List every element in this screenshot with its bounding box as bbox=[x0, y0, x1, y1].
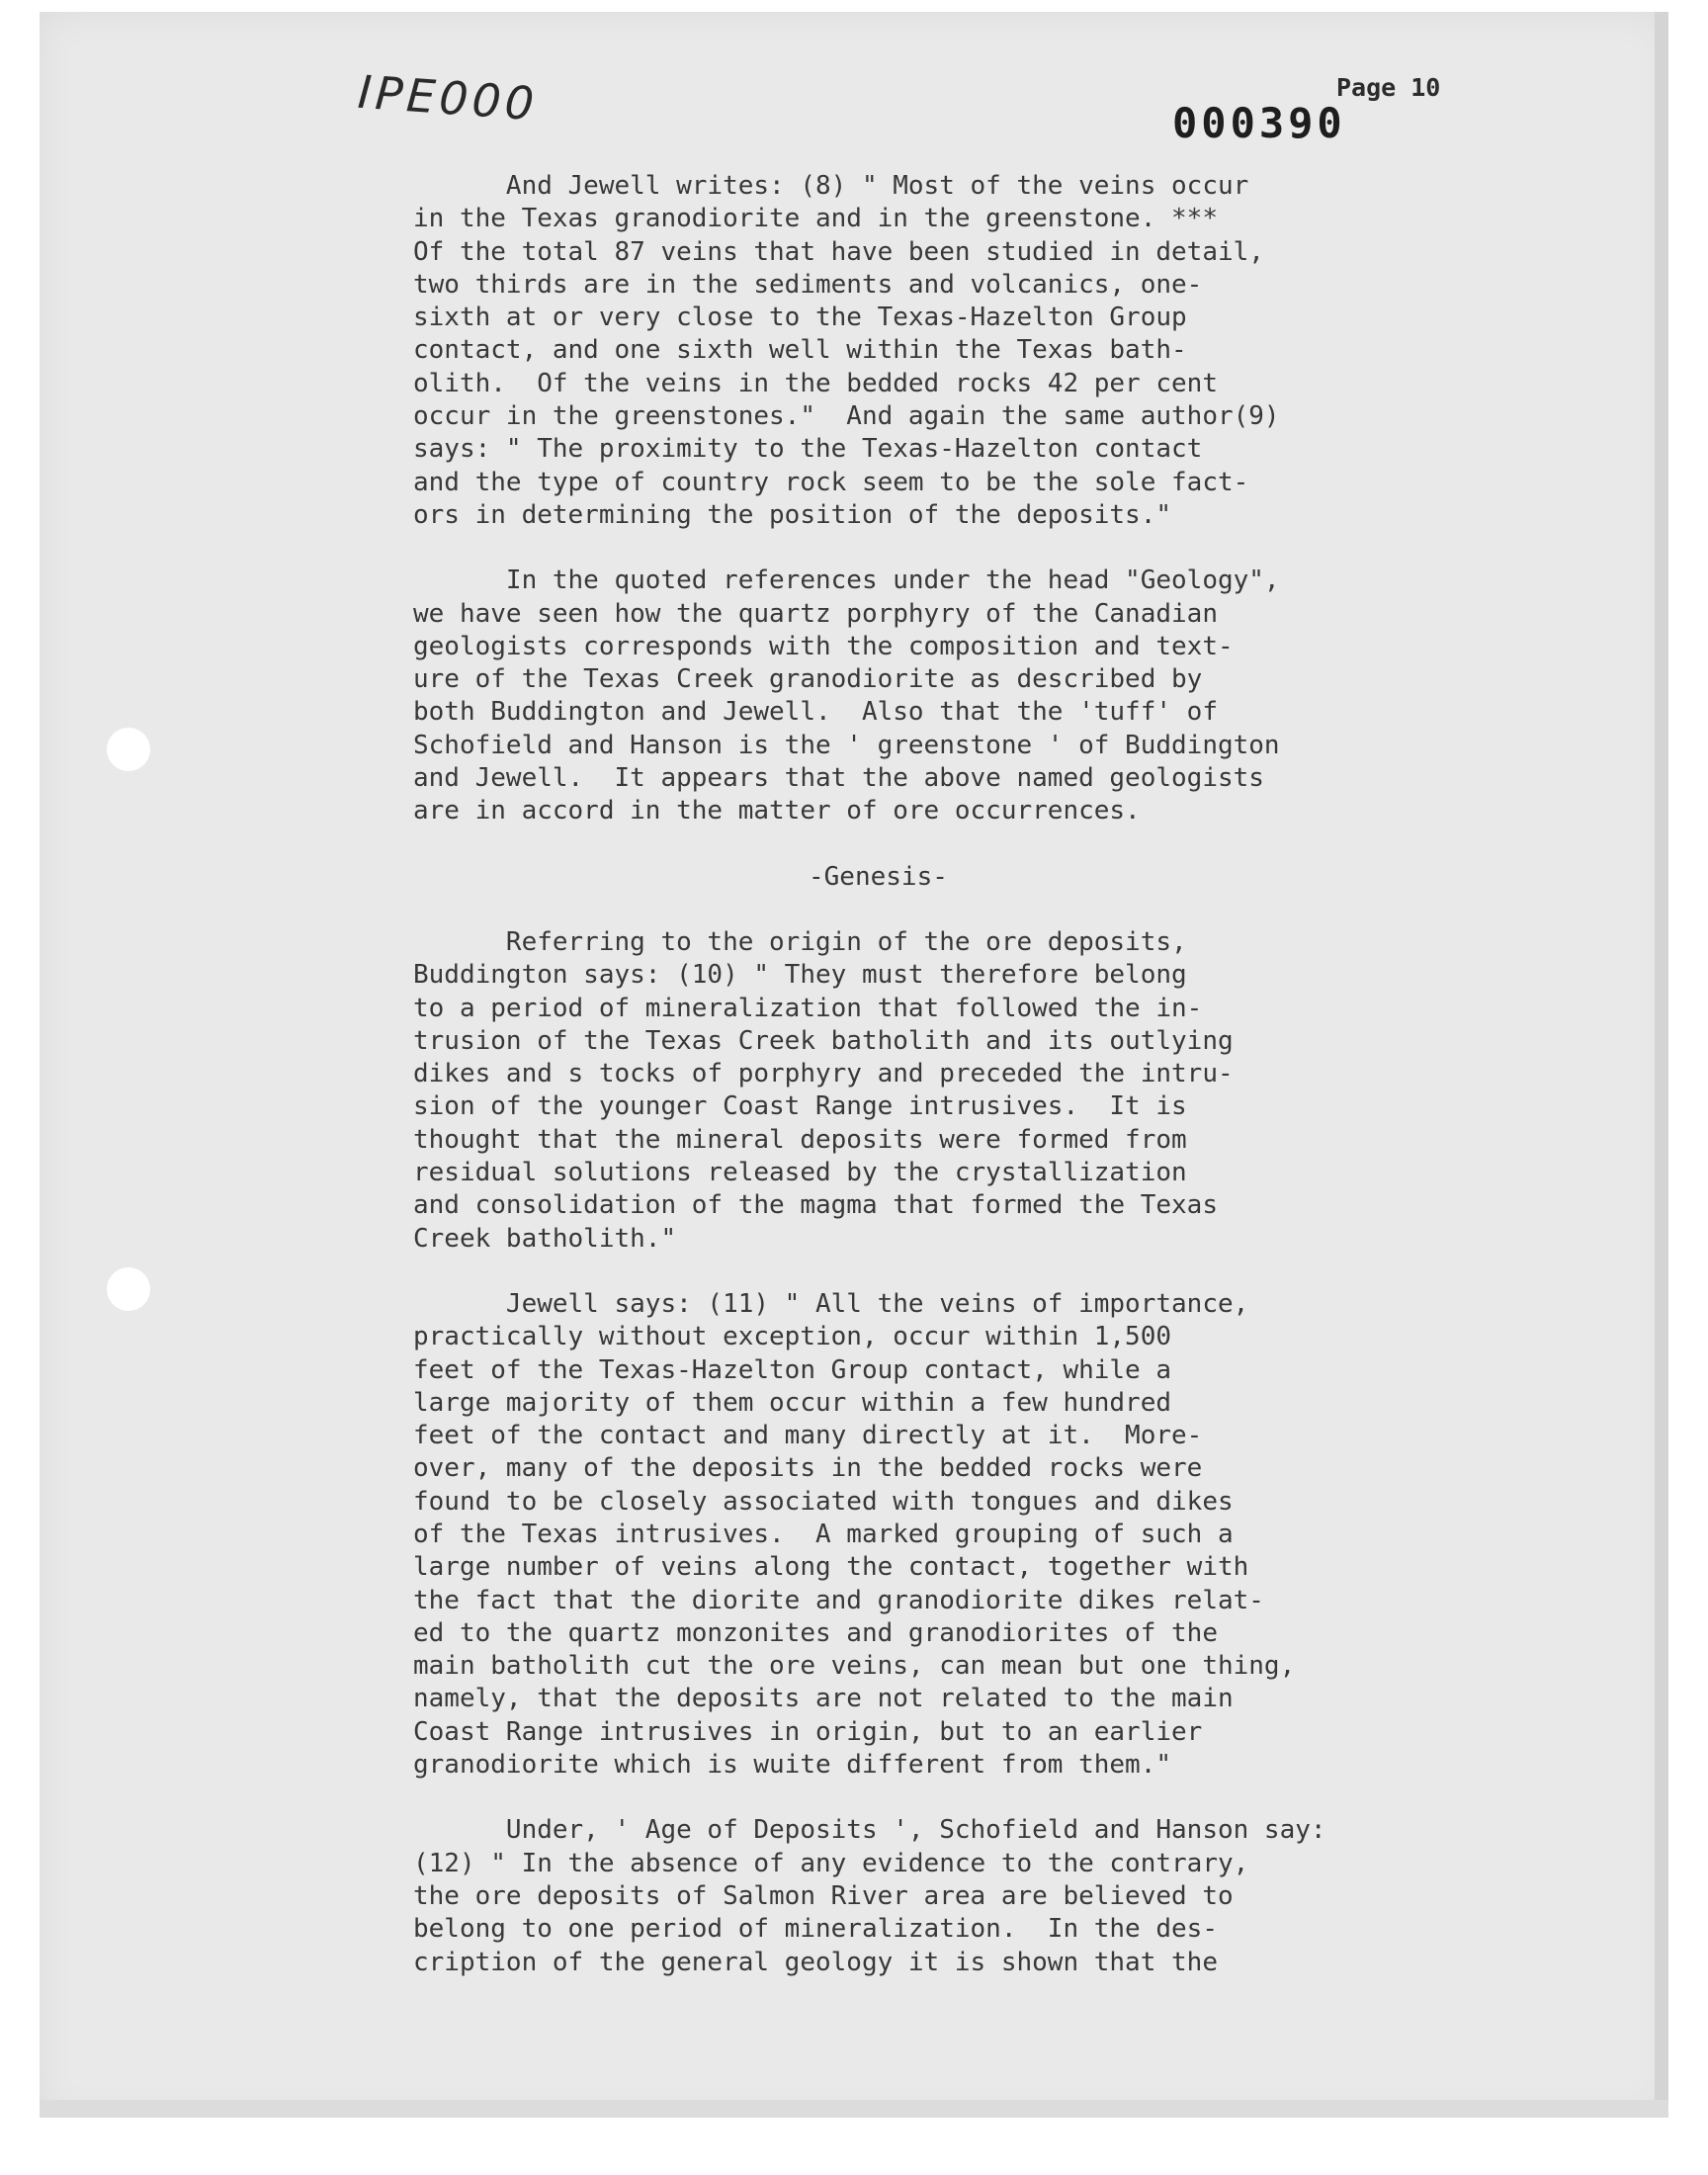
handwritten-document-id: IPE000 bbox=[356, 64, 540, 131]
paragraph-buddington-quote: Referring to the origin of the ore deposits, Buddington says: (10) " They must therefore belong to a period of mineralization that followed the in- trusion of the Texas Creek batholith and its outlying dikes and s tocks of porphyry and preceded the intru- sion of the younger Coast Range intrusives. It is thought that the mineral deposits were formed from residual solutions released by the crystallization and consolidation of the magma that formed the Texas Creek batholith." bbox=[413, 926, 1234, 1254]
document-body bbox=[413, 170, 1402, 1979]
stamped-bates-number: 000390 bbox=[1172, 99, 1346, 147]
paragraph-jewell-quote-1: And Jewell writes: (8) " Most of the veins occur in the Texas granodiorite and in the greenstone. *** Of the total 87 veins that have been studied in detail, two thirds are in the sediments and volcanics, one- sixth at or very close to the Texas-Hazelton Group contact, and one sixth well within the Texas bath- olith. Of the veins in the bedded rocks 42 per cent occur in the greenstones." And again the same author(9) says: " The proximity to the Texas-Hazelton contact and the type of country rock seem to be the sole fact- ors in determining the position of the deposits." bbox=[413, 171, 1280, 530]
paragraph-schofield-hanson-quote: Under, ' Age of Deposits ', Schofield and Hanson say: (12) " In the absence of any evidence to the contrary, the ore deposits of Salmon River area are believed to belong to one period of mineralization. In the des- cription of the general geology it is shown that the bbox=[413, 1815, 1326, 1977]
scan-edge-right bbox=[1655, 12, 1668, 2118]
paragraph-jewell-quote-2: Jewell says: (11) " All the veins of importance, practically without exception, occur within 1,500 feet of the Texas-Hazelton Group contact, while a large majority of them occur within a few hundred feet of the contact and many directly at it. More- over, many of the deposits in the bedded rocks were found to be closely associated with tongues and dikes of the Texas intrusives. A marked grouping of such a large number of veins along the contact, together with the fact that the diorite and granodiorite dikes relat- ed to the quartz monzonites and granodiorites of the main batholith cut the ore veins, can mean but one thing, namely, that the deposits are not related to the main Coast Range intrusives in origin, but to an earlier granodiorite which is wuite different from them." bbox=[413, 1288, 1296, 1781]
paragraph-quoted-references: In the quoted references under the head "Geology", we have seen how the quartz porphyry of the Canadian geologists corresponds with the composition and text- ure of the Texas Creek granodiorite as described by both Buddington and Jewell. Also that the 'tuff' of Schofield and Hanson is the ' greenstone ' of Buddington and Jewell. It appears that the above named geologists are in accord in the matter of ore occurrences. bbox=[413, 566, 1280, 826]
punch-hole-top bbox=[107, 728, 150, 771]
section-heading-genesis: -Genesis- bbox=[809, 861, 948, 892]
punch-hole-bottom bbox=[107, 1267, 150, 1311]
page-number: Page 10 bbox=[1336, 73, 1441, 102]
scan-edge-bottom bbox=[40, 2100, 1668, 2118]
